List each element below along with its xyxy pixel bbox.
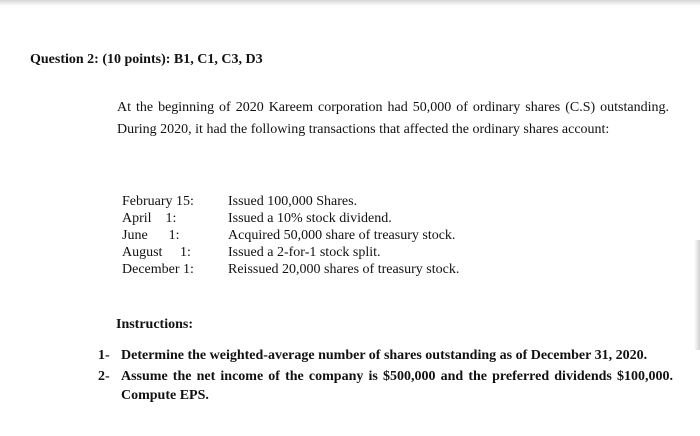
page-edge-shadow bbox=[694, 240, 700, 350]
transaction-date: June 1: bbox=[122, 228, 180, 243]
transaction-description: Issued a 10% stock dividend. bbox=[228, 211, 392, 226]
instruction-number: 1- bbox=[98, 348, 110, 363]
transaction-list bbox=[122, 193, 562, 278]
transaction-row bbox=[122, 210, 562, 227]
transaction-row bbox=[122, 227, 562, 244]
transaction-row bbox=[122, 261, 562, 278]
instructions-list bbox=[98, 346, 673, 407]
page-top-shadow bbox=[0, 0, 700, 6]
instruction-text: Assume the net income of the company is $500,000 and the preferred dividends $100,000. Compute EPS. bbox=[121, 369, 673, 403]
transaction-row bbox=[122, 193, 562, 210]
instructions-heading: Instructions: bbox=[116, 317, 194, 332]
instruction-text: Determine the weighted-average number of shares outstanding as of December 31, 2020. bbox=[121, 348, 648, 363]
transaction-date: April 1: bbox=[122, 211, 177, 226]
transaction-description: Issued a 2-for-1 stock split. bbox=[228, 245, 381, 260]
transaction-date: February 15: bbox=[122, 194, 194, 209]
transaction-date: December 1: bbox=[122, 262, 194, 277]
transaction-row bbox=[122, 244, 562, 261]
intro-paragraph: At the beginning of 2020 Kareem corporation had 50,000 of ordinary shares (C.S) outstanding. During 2020, it had the following transactions that affected the ordinary shares account: bbox=[117, 100, 669, 137]
instruction-item bbox=[98, 346, 673, 365]
transaction-date: August 1: bbox=[122, 245, 191, 260]
transaction-description: Issued 100,000 Shares. bbox=[228, 194, 358, 209]
instruction-item bbox=[98, 367, 673, 405]
instruction-number: 2- bbox=[98, 369, 110, 384]
transaction-description: Acquired 50,000 share of treasury stock. bbox=[228, 228, 456, 243]
question-title: Question 2: (10 points): B1, C1, C3, D3 bbox=[30, 52, 263, 67]
transaction-description: Reissued 20,000 shares of treasury stock. bbox=[228, 262, 460, 277]
